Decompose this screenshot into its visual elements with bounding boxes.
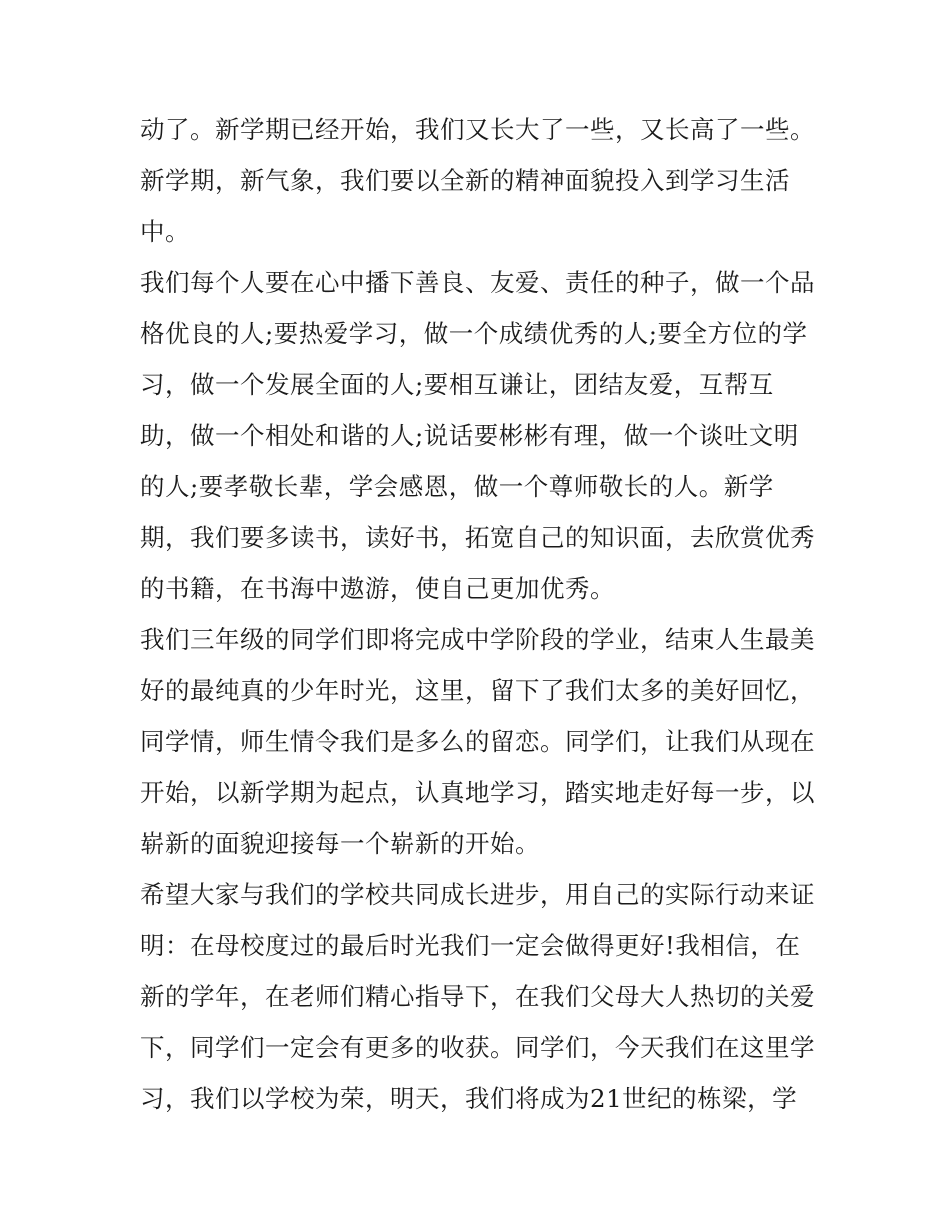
- text-line: 助，做一个相处和谐的人;说话要彬彬有理，做一个谈吐文明: [140, 421, 799, 450]
- text-line: 动了。新学期已经开始，我们又长大了一些，又长高了一些。: [140, 115, 815, 144]
- body-text: [140, 104, 820, 1124]
- text-line: 希望大家与我们的学校共同成长进步，用自己的实际行动来证: [140, 880, 815, 909]
- text-line: 崭新的面貌迎接每一个崭新的开始。: [140, 829, 540, 858]
- text-line: 开始，以新学期为起点，认真地学习，踏实地走好每一步，以: [140, 778, 815, 807]
- text-line: 我们每个人要在心中播下善良、友爱、责任的种子，做一个品: [140, 268, 815, 297]
- text-line: 期，我们要多读书，读好书，拓宽自己的知识面，去欣赏优秀: [140, 523, 815, 552]
- text-line: 下，同学们一定会有更多的收获。同学们，今天我们在这里学: [140, 1033, 815, 1062]
- text-line: 我们三年级的同学们即将完成中学阶段的学业，结束人生最美: [140, 625, 815, 654]
- text-line: 中。: [140, 217, 190, 246]
- text-line: 同学情，师生情令我们是多么的留恋。同学们，让我们从现在: [140, 727, 815, 756]
- text-line: 新学期，新气象，我们要以全新的精神面貌投入到学习生活: [140, 166, 790, 195]
- text-line: 的人;要孝敬长辈，学会感恩，做一个尊师敬长的人。新学: [140, 472, 774, 501]
- text-line: 习，做一个发展全面的人;要相互谦让，团结友爱，互帮互: [140, 370, 774, 399]
- text-line: 的书籍，在书海中遨游，使自己更加优秀。: [140, 574, 615, 603]
- text-line: 新的学年，在老师们精心指导下，在我们父母大人热切的关爱: [140, 982, 815, 1011]
- text-line: 格优良的人;要热爱学习，做一个成绩优秀的人;要全方位的学: [140, 319, 808, 348]
- text-line: 好的最纯真的少年时光，这里，留下了我们太多的美好回忆，: [140, 676, 815, 705]
- text-line: 习，我们以学校为荣，明天，我们将成为21世纪的栋梁，学: [140, 1084, 798, 1113]
- text-line: 明：在母校度过的最后时光我们一定会做得更好!我相信，在: [140, 931, 801, 960]
